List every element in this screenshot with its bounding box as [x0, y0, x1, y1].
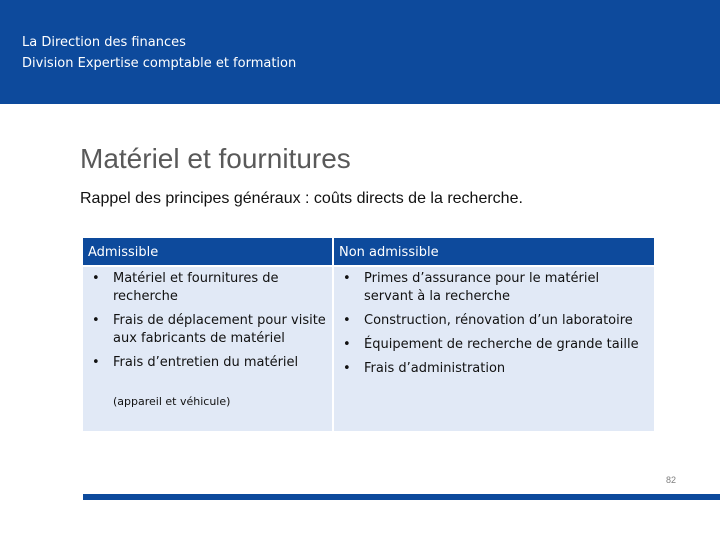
non-admissible-heading: Non admissible	[339, 245, 439, 260]
page-number: 82	[666, 475, 677, 485]
bullet-icon: •	[92, 313, 100, 328]
admissible-heading: Admissible	[88, 245, 159, 260]
admissibility-table	[83, 238, 654, 431]
bullet-icon: •	[343, 337, 351, 352]
admissible-header	[83, 238, 332, 265]
header-banner	[0, 0, 720, 104]
list-item	[83, 270, 332, 306]
list-item-text: Primes d’assurance pour le matériel servant à la recherche	[364, 271, 600, 304]
slide-title: Matériel et fournitures	[80, 143, 351, 174]
bullet-icon: •	[343, 361, 351, 376]
list-item	[334, 270, 654, 306]
slide-subtitle: Rappel des principes généraux : coûts directs de la recherche.	[80, 190, 523, 207]
list-item	[334, 336, 654, 354]
list-item	[83, 354, 332, 372]
non-admissible-column	[334, 238, 654, 431]
bullet-icon: •	[343, 313, 351, 328]
list-item-text: Frais de déplacement pour visite aux fabricants de matériel	[113, 313, 326, 346]
division-name: Division Expertise comptable et formation	[22, 56, 297, 71]
list-item-text: Frais d’entretien du matériel	[113, 355, 299, 370]
list-item	[83, 312, 332, 348]
list-item-text: Frais d’administration	[364, 361, 506, 376]
list-item-text: Équipement de recherche de grande taille	[364, 337, 639, 352]
bullet-icon: •	[92, 355, 100, 370]
list-item	[334, 312, 654, 330]
non-admissible-cell	[334, 267, 654, 431]
maintenance-note: (appareil et véhicule)	[113, 395, 231, 408]
list-item-text: Matériel et fournitures de recherche	[113, 271, 279, 304]
bullet-icon: •	[343, 271, 351, 286]
admissible-cell	[83, 267, 332, 431]
footer-bar	[83, 494, 720, 500]
admissible-column	[83, 238, 332, 431]
bullet-icon: •	[92, 271, 100, 286]
non-admissible-header	[334, 238, 654, 265]
list-item	[334, 360, 654, 378]
department-name: La Direction des finances	[22, 35, 186, 50]
list-item-text: Construction, rénovation d’un laboratoire	[364, 313, 633, 328]
